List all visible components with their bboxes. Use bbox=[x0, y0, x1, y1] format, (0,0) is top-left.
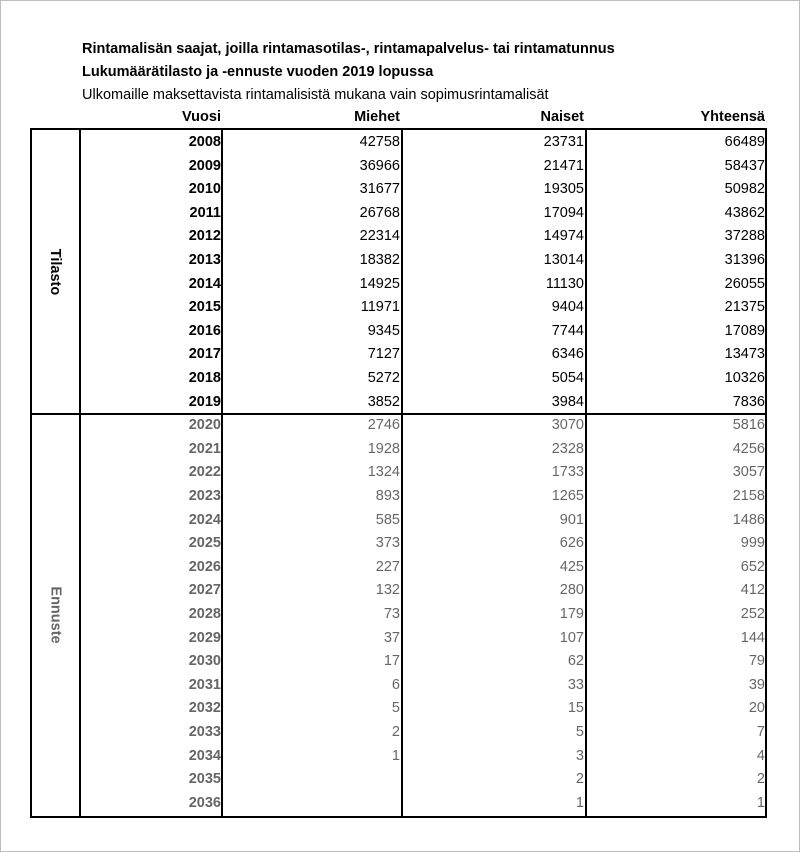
cell-total: 17089 bbox=[724, 322, 765, 339]
cell-total: 4 bbox=[756, 747, 765, 764]
cell-men bbox=[224, 792, 400, 816]
cell-men: 11971 bbox=[360, 299, 400, 316]
cell-year: 2024 bbox=[188, 511, 221, 528]
cell-women: 21471 bbox=[543, 157, 584, 174]
table-row bbox=[32, 768, 765, 792]
table-row bbox=[32, 579, 765, 603]
cell-total: 1486 bbox=[732, 511, 765, 528]
cell-women: 2328 bbox=[551, 440, 584, 457]
header-year: Vuosi bbox=[182, 109, 221, 125]
table-row bbox=[32, 627, 765, 651]
cell-men: 18382 bbox=[359, 252, 400, 268]
cell-women: 2 bbox=[575, 771, 584, 788]
cell-total: 26055 bbox=[724, 275, 765, 292]
cell-women: 3984 bbox=[551, 393, 584, 410]
cell-total: 4256 bbox=[732, 440, 765, 457]
cell-total: 10326 bbox=[724, 370, 765, 386]
header-total: Yhteensä bbox=[700, 109, 765, 125]
cell-year: 2018 bbox=[188, 370, 221, 386]
cell-total: 20 bbox=[748, 700, 765, 717]
table-row bbox=[32, 509, 765, 533]
cell-men: 1324 bbox=[367, 464, 400, 481]
cell-men: 1928 bbox=[367, 440, 400, 457]
cell-women: 626 bbox=[559, 535, 584, 552]
section-label-stats-text: Tilasto bbox=[47, 248, 64, 296]
table-row bbox=[32, 674, 765, 698]
cell-year: 2020 bbox=[188, 417, 221, 434]
cell-year: 2023 bbox=[188, 488, 221, 504]
cell-men: 42758 bbox=[359, 134, 400, 150]
header-men: Miehet bbox=[354, 109, 400, 125]
cell-total: 144 bbox=[740, 629, 765, 646]
cell-total: 58437 bbox=[724, 157, 765, 174]
cell-men: 6 bbox=[391, 676, 400, 693]
cell-women: 13014 bbox=[543, 252, 584, 268]
cell-total: 1 bbox=[756, 794, 765, 811]
cell-men: 37 bbox=[383, 629, 400, 646]
cell-women: 179 bbox=[559, 606, 584, 622]
cell-women: 23731 bbox=[543, 134, 584, 150]
cell-women: 62 bbox=[567, 653, 584, 670]
cell-total: 2158 bbox=[732, 488, 765, 504]
cell-women: 11130 bbox=[545, 275, 584, 292]
table-row bbox=[32, 650, 765, 674]
table-row bbox=[32, 202, 765, 226]
cell-men: 3852 bbox=[367, 393, 400, 410]
cell-women: 15 bbox=[567, 700, 584, 717]
cell-men: 373 bbox=[375, 535, 400, 552]
table-row bbox=[32, 391, 765, 415]
cell-total: 999 bbox=[740, 535, 765, 552]
cell-total: 5816 bbox=[732, 417, 765, 434]
data-table bbox=[30, 128, 767, 818]
title-block bbox=[82, 38, 615, 107]
cell-year: 2027 bbox=[188, 582, 221, 599]
table-row bbox=[32, 792, 765, 816]
cell-year: 2011 bbox=[189, 204, 221, 221]
table-row bbox=[32, 556, 765, 580]
cell-women: 5054 bbox=[551, 370, 584, 386]
cell-men: 5 bbox=[391, 700, 400, 717]
cell-women: 1265 bbox=[551, 488, 584, 504]
table-row bbox=[32, 603, 765, 627]
cell-year: 2034 bbox=[188, 747, 221, 764]
cell-women: 5 bbox=[575, 724, 584, 740]
table-row bbox=[32, 178, 765, 202]
cell-women: 425 bbox=[559, 558, 584, 575]
cell-men: 7127 bbox=[367, 346, 400, 363]
cell-total: 31396 bbox=[724, 252, 765, 268]
cell-year: 2009 bbox=[188, 157, 221, 174]
cell-men: 893 bbox=[375, 488, 400, 504]
cell-men: 132 bbox=[375, 582, 400, 599]
table-row bbox=[32, 721, 765, 745]
cell-year: 2030 bbox=[188, 653, 221, 670]
cell-year: 2021 bbox=[188, 440, 221, 457]
cell-total: 66489 bbox=[724, 134, 765, 150]
cell-year: 2033 bbox=[188, 724, 221, 740]
cell-year: 2017 bbox=[188, 346, 221, 363]
table-row bbox=[32, 131, 765, 155]
table-row bbox=[32, 249, 765, 273]
cell-total: 13473 bbox=[724, 346, 765, 363]
cell-year: 2032 bbox=[188, 700, 221, 717]
cell-year: 2014 bbox=[188, 275, 221, 292]
cell-total: 50982 bbox=[724, 181, 765, 198]
cell-men: 26768 bbox=[359, 204, 400, 221]
cell-year: 2016 bbox=[188, 322, 221, 339]
cell-men: 2 bbox=[391, 724, 400, 740]
cell-year: 2031 bbox=[188, 676, 221, 693]
cell-year: 2013 bbox=[188, 252, 221, 268]
document-note: Ulkomaille maksettavista rintamalisistä mukana vain sopimusrintamalisät bbox=[82, 87, 549, 103]
cell-men: 2746 bbox=[367, 417, 400, 434]
document-subtitle: Lukumäärätilasto ja -ennuste vuoden 2019 lopussa bbox=[82, 64, 434, 80]
cell-women: 9404 bbox=[551, 299, 584, 316]
cell-year: 2012 bbox=[188, 228, 221, 245]
cell-year: 2036 bbox=[188, 794, 221, 811]
table-row bbox=[32, 320, 765, 344]
table-row bbox=[32, 296, 765, 320]
table-row bbox=[32, 745, 765, 769]
cell-women: 1 bbox=[575, 794, 584, 811]
cell-women: 107 bbox=[559, 629, 584, 646]
cell-women: 7744 bbox=[551, 322, 584, 339]
cell-women: 14974 bbox=[543, 228, 584, 245]
cell-total: 39 bbox=[748, 676, 765, 693]
cell-total: 37288 bbox=[724, 228, 765, 245]
section-label-forecast-text: Ennuste bbox=[47, 586, 64, 644]
table-row bbox=[32, 273, 765, 297]
document-title: Rintamalisän saajat, joilla rintamasotilas-, rintamapalvelus- tai rintamatunnus bbox=[82, 41, 615, 57]
table-row bbox=[32, 461, 765, 485]
cell-total: 252 bbox=[740, 606, 765, 622]
cell-men: 73 bbox=[383, 606, 400, 622]
table-row bbox=[32, 485, 765, 509]
cell-total: 43862 bbox=[724, 204, 765, 221]
table-row bbox=[32, 438, 765, 462]
table-row bbox=[32, 697, 765, 721]
cell-year: 2022 bbox=[188, 464, 221, 481]
cell-women: 17094 bbox=[543, 204, 584, 221]
cell-women: 280 bbox=[559, 582, 584, 599]
cell-total: 3057 bbox=[732, 464, 765, 481]
cell-year: 2015 bbox=[188, 299, 221, 316]
cell-year: 2029 bbox=[188, 629, 221, 646]
cell-year: 2008 bbox=[188, 134, 221, 150]
cell-total: 79 bbox=[748, 653, 765, 670]
cell-women: 901 bbox=[559, 511, 584, 528]
cell-men: 36966 bbox=[359, 157, 400, 174]
cell-total: 2 bbox=[756, 771, 765, 788]
cell-year: 2019 bbox=[188, 393, 221, 410]
cell-total: 412 bbox=[740, 582, 765, 599]
cell-women: 33 bbox=[567, 676, 584, 693]
cell-men: 9345 bbox=[367, 322, 400, 339]
cell-women: 6346 bbox=[551, 346, 584, 363]
cell-women: 1733 bbox=[551, 464, 584, 481]
cell-men: 31677 bbox=[359, 181, 400, 198]
cell-men: 22314 bbox=[359, 228, 400, 245]
cell-year: 2026 bbox=[188, 558, 221, 575]
cell-men: 1 bbox=[391, 747, 400, 764]
cell-men: 227 bbox=[375, 558, 400, 575]
table-row bbox=[32, 155, 765, 179]
table-row bbox=[32, 532, 765, 556]
table-row bbox=[32, 225, 765, 249]
cell-men: 14925 bbox=[359, 275, 400, 292]
cell-women: 19305 bbox=[543, 181, 584, 198]
cell-men: 5272 bbox=[367, 370, 400, 386]
cell-men: 585 bbox=[375, 511, 400, 528]
cell-year: 2028 bbox=[188, 606, 221, 622]
cell-men: 17 bbox=[383, 653, 400, 670]
header-women: Naiset bbox=[540, 109, 584, 125]
cell-year: 2025 bbox=[188, 535, 221, 552]
cell-total: 7836 bbox=[732, 393, 765, 410]
cell-year: 2035 bbox=[188, 771, 221, 788]
cell-total: 652 bbox=[740, 558, 765, 575]
cell-women: 3 bbox=[575, 747, 584, 764]
cell-total: 7 bbox=[756, 724, 765, 740]
table-row bbox=[32, 343, 765, 367]
cell-total: 21375 bbox=[724, 299, 765, 316]
table-row bbox=[32, 414, 765, 438]
cell-year: 2010 bbox=[188, 181, 221, 198]
table-row bbox=[32, 367, 765, 391]
cell-men bbox=[224, 768, 400, 792]
cell-women: 3070 bbox=[551, 417, 584, 434]
